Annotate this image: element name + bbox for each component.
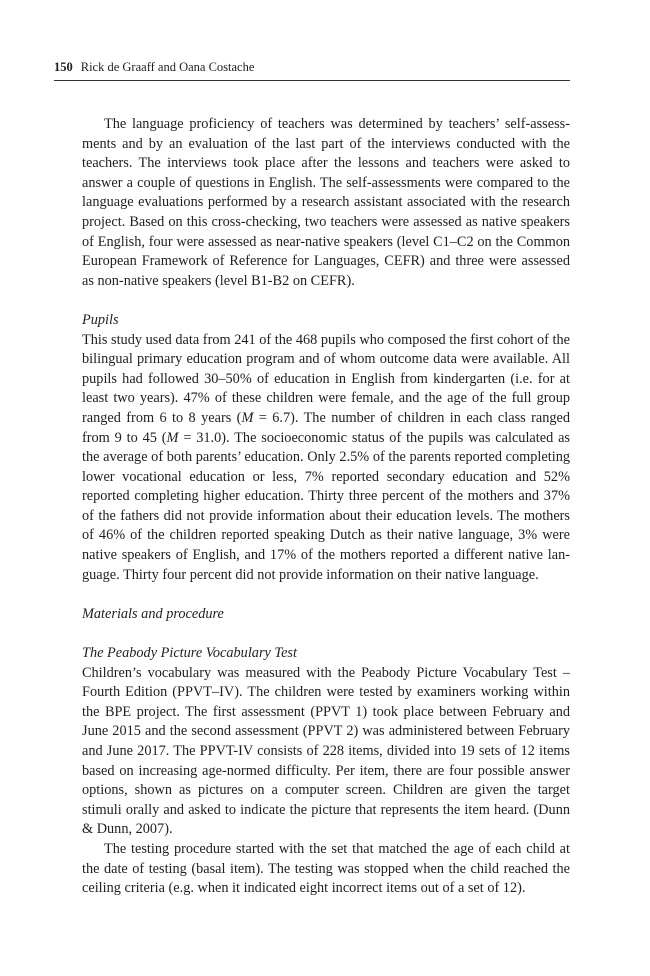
mean-symbol: M [166,429,179,446]
materials-heading: Materials and procedure [82,605,224,622]
running-head [54,59,570,75]
running-head-authors: Rick de Graaff and Oana Costache [80,60,255,74]
spacer [82,291,570,311]
pupils-paragraph [82,331,570,586]
ppvt-heading: The Peabody Picture Vocabulary Test [82,645,297,662]
spacer [82,624,570,644]
pupils-text-part-2: = 6.7). The number of children in each class ranged from 9 to 45 ( [82,409,571,446]
spacer [82,585,570,605]
testing-procedure-paragraph: The testing procedure started with the set that matched the age of each child at the date of testing (basal item). The testing was stopped when the child reached the ceiling criteria (e.g. when it indicated eight incorrect items out of a set of 12). [82,840,570,897]
page-number: 150 [54,60,73,74]
body-text [82,115,570,899]
pupils-text-part-3: = 31.0). The socioeconomic status of the pupils was calculated as the average of both parents’ education. Only 2.5% of the parents reported completing lower vocational education or less, 7% reported secondary education and 52% reported completing higher education. Thirty three percent of the mothers and 37% of the fathers did not provide information about their education levels. The mothers of 46% of the children reported speaking Dutch as their native language, 3% were native speakers of English, and 17% of the mothers reported a different native language. Thirty four percent did not provide information on their native language. [82,429,570,583]
mean-symbol: M [241,409,254,426]
teachers-paragraph: The language proficiency of teachers was determined by teachers’ self-assessments and by an evaluation of the last part of the interviews conducted with the teachers. The interviews took place after the lessons and teachers were asked to answer a couple of questions in English. The self-assessments were compared to the language evaluations performed by a research assistant associated with the research project. Based on this cross-checking, two teachers were assessed as native speakers of English, four were assessed as near-native speakers (level C1–C2 on the Common European Framework of Reference for Languages, CEFR) and three were assessed as non-native speakers (level B1-B2 on CEFR). [82,116,570,289]
pupils-text-part-1: This study used data from 241 of the 468 pupils who composed the first cohort of the bilingual primary education program and of whom outcome data were available. All pupils had followed 30–50% of education in English from kindergarten (i.e. for at least two years). 47% of these children were female, and the age of the full group ranged from 6 to 8 years ( [82,331,570,426]
header-rule [54,80,570,81]
pupils-heading: Pupils [82,311,119,328]
ppvt-paragraph: Children’s vocabulary was measured with the Peabody Picture Vocabulary Test – Fourth Edition (PPVT–IV). The children were tested by examiners working within the BPE project. The first assessment (PPVT 1) took place between February and June 2015 and the second assessment (PPVT 2) was administered between February and June 2017. The PPVT-IV consists of 228 items, divided into 19 sets of 12 items based on increasing age-normed difficulty. Per item, there are four possible answer options, shown as pictures on a computer screen. Children are given the target stimuli orally and asked to indicate the picture that represents the item heard. (Dunn & Dunn, 2007). [82,664,570,838]
